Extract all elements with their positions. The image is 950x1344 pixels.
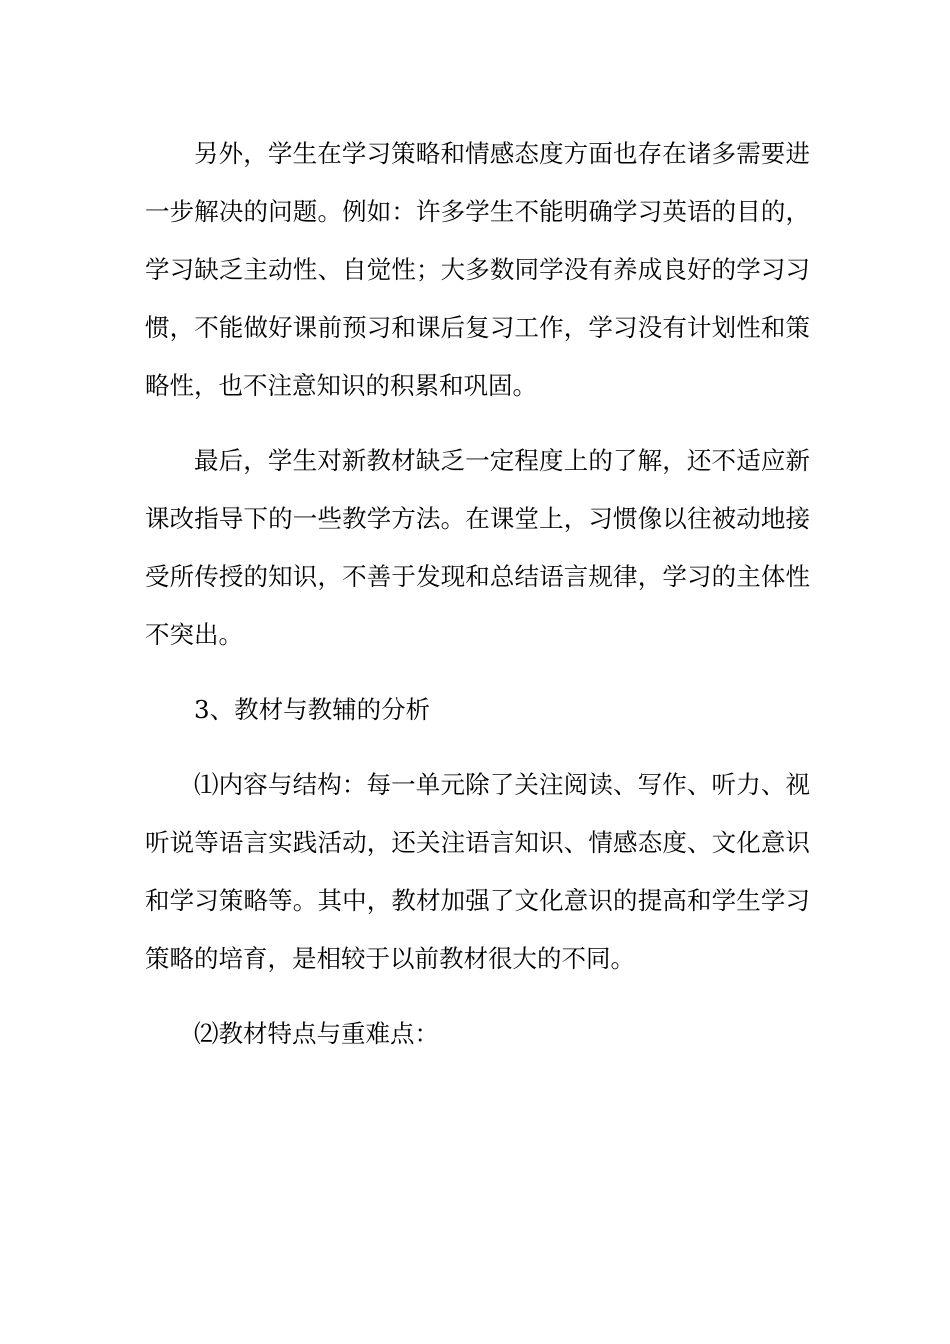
section-heading-textbook-analysis: 3、教材与教辅的分析	[194, 695, 431, 724]
paragraph-learning-strategies: 另外，学生在学习策略和情感态度方面也存在诸多需要进一步解决的问题。例如：许多学生不能明确学习英语的目的，学习缺乏主动性、自觉性；大多数同学没有养成良好的学习习惯，不能做好课前预习和课后复习工作，学习没有计划性和策略性，也不注意知识的积累和巩固。	[145, 139, 810, 400]
paragraph-new-textbook: 最后，学生对新教材缺乏一定程度上的了解，还不适应新课改指导下的一些教学方法。在课堂上，习惯像以往被动地接受所传授的知识，不善于发现和总结语言规律，学习的主体性不突出。	[145, 446, 810, 649]
paragraph-textbook-features: ⑵教材特点与重难点：	[194, 1019, 439, 1048]
document-body	[145, 125, 810, 1080]
paragraph-content-structure: ⑴内容与结构：每一单元除了关注阅读、写作、听力、视听说等语言实践活动，还关注语言知识、情感态度、文化意识和学习策略等。其中，教材加强了文化意识的提高和学生学习策略的培育，是相较于以前教材很大的不同。	[145, 770, 810, 973]
